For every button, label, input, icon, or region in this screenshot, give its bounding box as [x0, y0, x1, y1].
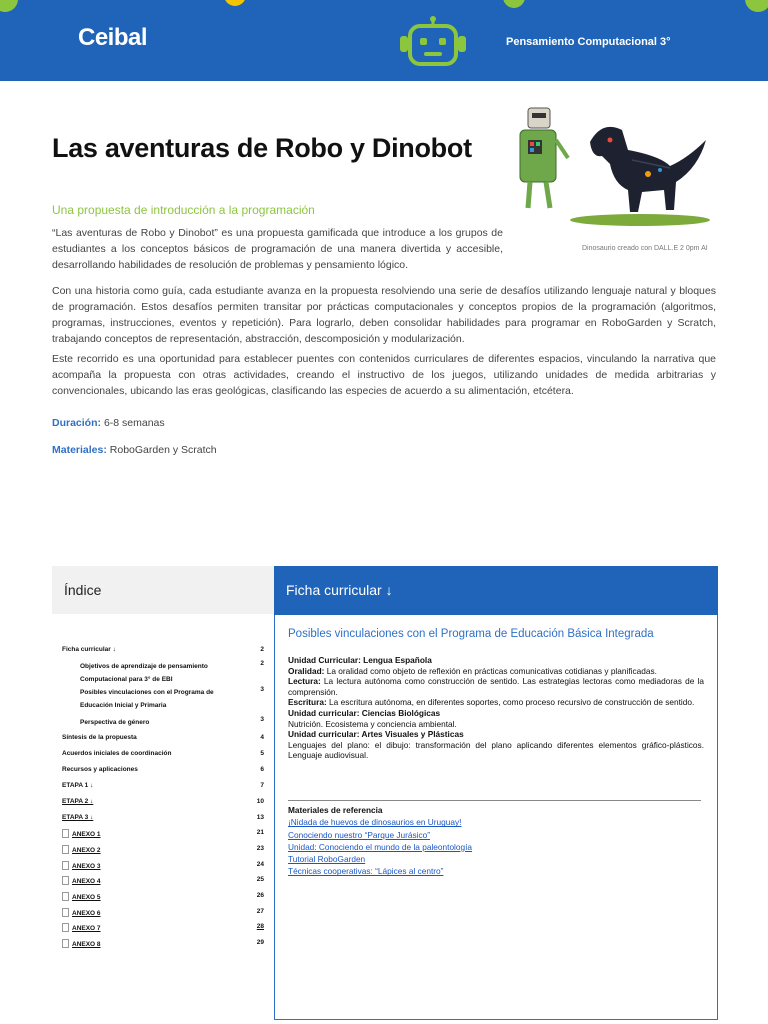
toc-item-label: ANEXO 6: [72, 910, 101, 917]
subtitle: Una propuesta de introducción a la programación: [52, 203, 315, 217]
robot-icon: [398, 16, 468, 68]
toc-item[interactable]: [62, 829, 264, 838]
materials-value: RoboGarden y Scratch: [109, 444, 217, 456]
vinculaciones-title: Posibles vinculaciones con el Programa de Educación Básica Integrada: [288, 628, 654, 640]
toc-item-label: ETAPA 1 ↓: [62, 782, 94, 789]
toc-item-page: 3: [260, 686, 264, 693]
reference-link[interactable]: Conociendo nuestro “Parque Jurásico”: [288, 829, 431, 840]
references-list: [288, 816, 704, 877]
curricular-line-label: Unidad curricular: Ciencias Biológicas: [288, 707, 441, 718]
materials-line: [52, 444, 217, 456]
decor-dot: [503, 0, 525, 8]
document-icon: [62, 908, 69, 917]
toc-item-page: 10: [256, 798, 264, 805]
toc-item-label: ETAPA 3 ↓: [62, 814, 94, 821]
ficha-title: Ficha curricular ↓: [286, 582, 393, 598]
toc-item-label: ANEXO 3: [72, 863, 101, 870]
curricular-line: [288, 708, 704, 719]
toc-item-label: Acuerdos iniciales de coordinación: [62, 750, 172, 757]
toc-item-label: ANEXO 7: [72, 925, 101, 932]
toc-item-label: ANEXO 4: [72, 878, 101, 885]
toc-item-label: ETAPA 2 ↓: [62, 798, 94, 805]
curricular-line-label: Unidad curricular: Artes Visuales y Plásticas: [288, 729, 464, 740]
index-header: [52, 566, 274, 614]
curricular-units: [288, 655, 704, 761]
decor-dot: [224, 0, 246, 6]
toc-item[interactable]: [62, 923, 264, 932]
toc-item[interactable]: [62, 782, 264, 789]
document-icon: [62, 939, 69, 948]
toc-item-label: Recursos y aplicaciones: [62, 766, 138, 773]
toc-item-label: Ficha curricular ↓: [62, 646, 116, 653]
curricular-line: [288, 697, 704, 708]
intro-paragraph: “Las aventuras de Robo y Dinobot” es una propuesta gamificada que introduce a los grupos de estudiantes a los conceptos básicos de programación de una manera divertida y accesible, desarrollando habilidades de resolución de problemas y pensamiento lógico.: [52, 227, 503, 271]
reference-materials: [288, 804, 704, 878]
toc-item[interactable]: [62, 750, 264, 757]
toc-item-page: 23: [256, 845, 264, 852]
toc-item-page: 5: [260, 750, 264, 757]
document-icon: [62, 923, 69, 932]
toc-item-page: 7: [260, 782, 264, 789]
toc-item-page: 26: [256, 892, 264, 899]
curricular-line-label: Oralidad:: [288, 665, 325, 676]
toc-item[interactable]: [62, 734, 264, 741]
reference-link[interactable]: Unidad: Conociendo el mundo de la paleontología: [288, 841, 473, 852]
toc-item[interactable]: [62, 814, 264, 821]
story-paragraph: Con una historia como guía, cada estudiante avanza en la propuesta resolviendo una serie de desafíos utilizando lenguaje natural y bloques de programación. Estos desafíos permiten transitar por prácticas computacionales y conceptos propios de la programación (algoritmos, programas, instrucciones, eventos y repetición). Para lograrlo, deben consolidar habilidades para programar en RoboGarden y Scratch, trabajando conceptos de representación, abstracción, descomposición y modularización.: [52, 285, 716, 345]
toc-item[interactable]: [62, 646, 264, 653]
toc-item-label: Síntesis de la propuesta: [62, 734, 137, 741]
divider: [288, 800, 701, 801]
toc-item-page: 27: [256, 908, 264, 915]
toc-item-label: ANEXO 8: [72, 941, 101, 948]
reference-link[interactable]: Tutorial RoboGarden: [288, 854, 366, 865]
curricular-line-text: Lenguajes del plano: el dibujo: transformación del plano aplicando diferentes elementos gráfico-plásticos. Lenguaje audiovisual.: [288, 739, 704, 761]
toc-item-label: ANEXO 1: [72, 831, 101, 838]
toc-item-label: Objetivos de aprendizaje de pensamiento Computacional para 3° de EBI: [80, 663, 208, 683]
curricular-line: [288, 719, 704, 730]
curricular-line: [288, 740, 704, 761]
toc-item-page: 25: [256, 876, 264, 883]
toc-item-label: ANEXO 2: [72, 847, 101, 854]
index-title: Índice: [64, 582, 102, 598]
toc-item-page: 13: [256, 814, 264, 821]
toc-item-label: Posibles vinculaciones con el Programa de Educación Inicial y Primaria: [80, 689, 214, 709]
toc-item-page: 2: [260, 646, 264, 653]
curricular-line-text: La lectura autónoma como construcción de sentido. Las estrategias lectoras como mediadoras de la comprensión.: [288, 676, 704, 697]
curricular-line: [288, 729, 704, 740]
toc-item-page: 28: [256, 923, 264, 930]
curricular-line: [288, 655, 704, 666]
toc-item-page: 2: [260, 660, 264, 667]
document-icon: [62, 829, 69, 838]
curricular-line-label: Escritura:: [288, 697, 327, 708]
document-icon: [62, 876, 69, 885]
ceibal-logo-icon: [52, 25, 74, 51]
ficha-content: [274, 615, 718, 1020]
curriculum-paragraph: Este recorrido es una oportunidad para establecer puentes con contenidos curriculares de diferentes espacios, vinculando la narrativa que acompaña la propuesta con otras actividades, creando el instructivo de los juegos, utilizando unidades de medida arbitrarias y convencionales, ubicando las eras geológicas, clasificando las especies de acuerdo a su alimentación, etcétera.: [52, 353, 716, 397]
materials-label: Materiales:: [52, 444, 107, 456]
curricular-line-label: Lectura:: [288, 676, 321, 687]
curricular-line: [288, 666, 704, 677]
toc-item[interactable]: [62, 892, 264, 901]
reference-link[interactable]: ¡Nidada de huevos de dinosaurios en Uruguay!: [288, 817, 462, 828]
toc-item-label: ANEXO 5: [72, 894, 101, 901]
duration-line: [52, 417, 165, 429]
toc-item[interactable]: [62, 660, 264, 686]
document-icon: [62, 892, 69, 901]
curricular-line-text: La oralidad como objeto de reflexión en prácticas comunicativas cotidianas y planificadas.: [324, 665, 657, 676]
duration-label: Duración:: [52, 417, 102, 429]
toc-item[interactable]: [62, 716, 264, 729]
toc-item[interactable]: [62, 876, 264, 885]
logo-text: Ceibal: [78, 24, 148, 51]
toc-item-page: 24: [256, 861, 264, 868]
course-title: Pensamiento Computacional 3°: [506, 36, 671, 48]
decor-dot: [745, 0, 768, 12]
toc-item-page: 29: [256, 939, 264, 946]
robo-dinobot-illustration: [510, 100, 720, 235]
toc-item[interactable]: [62, 766, 264, 773]
document-icon: [62, 861, 69, 870]
toc-item[interactable]: [62, 939, 264, 948]
ficha-header[interactable]: [274, 566, 718, 615]
toc-item[interactable]: [62, 845, 264, 854]
toc-item[interactable]: [62, 798, 264, 805]
toc-item-label: Perspectiva de género: [80, 719, 150, 726]
curricular-line: [288, 676, 704, 697]
ceibal-logo[interactable]: [52, 24, 147, 52]
references-title: Materiales de referencia: [288, 805, 383, 815]
curricular-line-text: La escritura autónoma, en diferentes soportes, como proceso recursivo de construcción de sentido.: [326, 697, 695, 708]
toc-item-page: 21: [256, 829, 264, 836]
toc-item[interactable]: [62, 861, 264, 870]
curricular-line-label: Unidad Curricular: Lengua Española: [288, 655, 432, 665]
decor-dot: [0, 0, 18, 12]
toc-item[interactable]: [62, 908, 264, 917]
toc-item-page: 4: [260, 734, 264, 741]
image-caption: Dinosaurio creado con DALL.E 2 0pm AI: [582, 245, 708, 252]
header-banner: [0, 0, 768, 81]
page-title: Las aventuras de Robo y Dinobot: [52, 133, 472, 163]
reference-link[interactable]: Técnicas cooperativas: “Lápices al centro”: [288, 866, 444, 877]
toc-item-page: 6: [260, 766, 264, 773]
toc-item-page: 3: [260, 716, 264, 723]
toc-item[interactable]: [62, 686, 264, 712]
curricular-line-text: Nutrición. Ecosistema y conciencia ambiental.: [288, 718, 457, 729]
document-icon: [62, 845, 69, 854]
duration-value: 6-8 semanas: [103, 417, 165, 429]
